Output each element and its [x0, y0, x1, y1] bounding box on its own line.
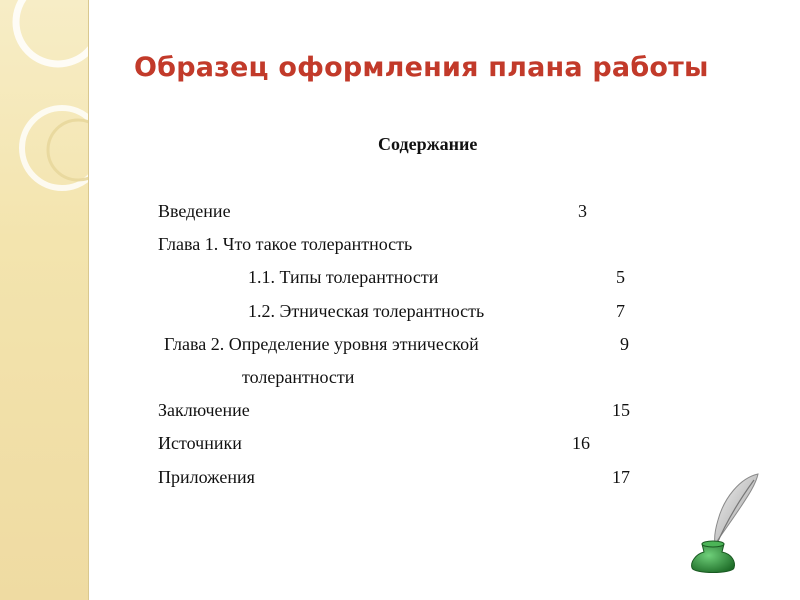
quill-inkwell-icon: [688, 468, 770, 578]
toc-entry-page: 9: [620, 334, 629, 354]
toc-entry-text: толерантности: [242, 367, 355, 387]
toc-entry-page: 15: [612, 400, 630, 420]
toc-entry-text: Глава 2. Определение уровня этнической: [164, 334, 479, 354]
toc-entry-text: Глава 1. Что такое толерантность: [158, 234, 413, 254]
decorative-sidebar: [0, 0, 89, 600]
toc-entry-text: Приложения: [158, 467, 255, 487]
toc-entry-page: 7: [616, 301, 625, 321]
ring-ornament: [0, 0, 88, 600]
toc-entry-text: Заключение: [158, 400, 250, 420]
toc-entry-text: Введение: [158, 201, 231, 221]
toc-entry-page: 3: [578, 201, 587, 221]
toc-entry-text: 1.1. Типы толерантности: [248, 267, 439, 287]
toc-entry-text: Источники: [158, 433, 242, 453]
toc-entry-page: 16: [572, 433, 590, 453]
slide-title: Образец оформления плана работы: [134, 52, 709, 83]
toc-heading: Содержание: [378, 134, 478, 154]
toc-entry-text: 1.2. Этническая толерантность: [248, 301, 485, 321]
toc-entry-page: 17: [612, 467, 630, 487]
toc-entry-page: 5: [616, 267, 625, 287]
